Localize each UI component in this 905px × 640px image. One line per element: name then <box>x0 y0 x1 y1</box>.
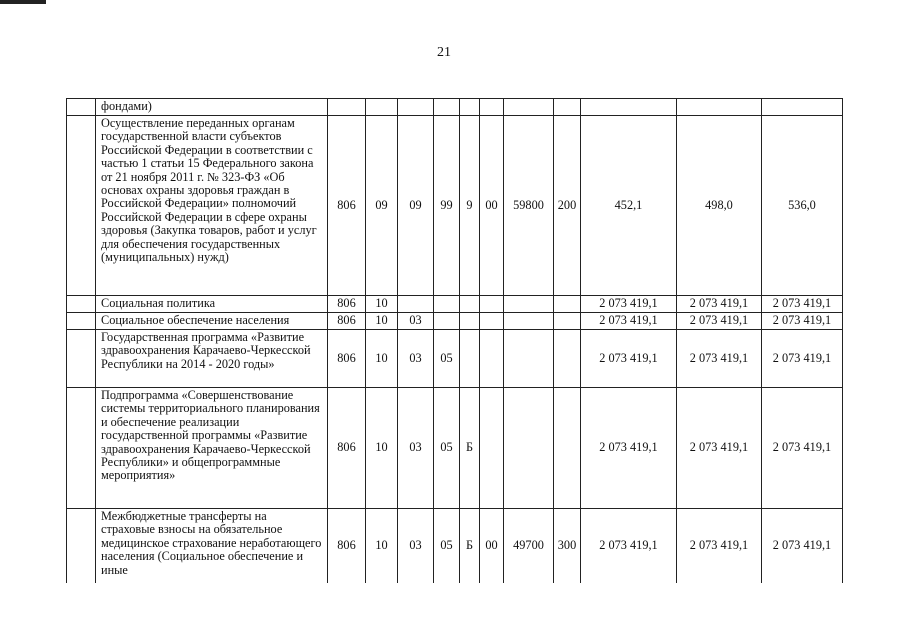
code-cell <box>504 313 554 330</box>
code-cell: 59800 <box>504 116 554 296</box>
code-cell <box>504 330 554 388</box>
year2-amount-cell: 2 073 419,1 <box>677 388 762 509</box>
subsection-cell: 03 <box>398 330 434 388</box>
program-cell: 05 <box>434 388 460 509</box>
year3-amount-cell: 2 073 419,1 <box>762 313 843 330</box>
item-name-cell: Подпрограмма «Совершенствование системы территориального планирования и обеспечение реализации государственной программы «Развитие здравоохранения Карачаево-Черкесской Республики» и общепрограммные мероприятия» <box>96 388 328 509</box>
year2-amount-cell: 498,0 <box>677 116 762 296</box>
direction-cell <box>480 330 504 388</box>
subprogram-cell: Б <box>460 388 480 509</box>
year1-amount-cell: 452,1 <box>581 116 677 296</box>
expense-type-cell <box>554 99 581 116</box>
year2-amount-cell: 2 073 419,1 <box>677 313 762 330</box>
row-number-cell <box>67 99 96 116</box>
table-row <box>67 99 843 116</box>
admin-cell <box>328 99 366 116</box>
program-cell: 99 <box>434 116 460 296</box>
section-cell: 10 <box>366 296 398 313</box>
year3-amount-cell <box>762 99 843 116</box>
table-row <box>67 313 843 330</box>
admin-cell: 806 <box>328 296 366 313</box>
code-cell <box>504 388 554 509</box>
item-name-cell: фондами) <box>96 99 328 116</box>
year1-amount-cell: 2 073 419,1 <box>581 388 677 509</box>
subprogram-cell <box>460 99 480 116</box>
table-row <box>67 388 843 509</box>
subsection-cell: 03 <box>398 509 434 583</box>
code-cell <box>504 99 554 116</box>
direction-cell: 00 <box>480 116 504 296</box>
subprogram-cell <box>460 330 480 388</box>
item-name-cell: Социальное обеспечение населения <box>96 313 328 330</box>
subsection-cell: 03 <box>398 388 434 509</box>
row-number-cell <box>67 296 96 313</box>
section-cell: 10 <box>366 509 398 583</box>
subprogram-cell: 9 <box>460 116 480 296</box>
program-cell <box>434 313 460 330</box>
admin-cell: 806 <box>328 509 366 583</box>
row-number-cell <box>67 509 96 583</box>
subsection-cell <box>398 296 434 313</box>
subsection-cell <box>398 99 434 116</box>
section-cell: 09 <box>366 116 398 296</box>
row-number-cell <box>67 388 96 509</box>
scan-corner-mark <box>0 0 46 4</box>
subprogram-cell <box>460 313 480 330</box>
admin-cell: 806 <box>328 388 366 509</box>
expense-type-cell <box>554 296 581 313</box>
budget-table <box>66 98 843 583</box>
year3-amount-cell: 2 073 419,1 <box>762 330 843 388</box>
section-cell <box>366 99 398 116</box>
admin-cell: 806 <box>328 116 366 296</box>
admin-cell: 806 <box>328 313 366 330</box>
year1-amount-cell: 2 073 419,1 <box>581 313 677 330</box>
year1-amount-cell: 2 073 419,1 <box>581 296 677 313</box>
item-name-cell: Социальная политика <box>96 296 328 313</box>
year2-amount-cell: 2 073 419,1 <box>677 330 762 388</box>
direction-cell <box>480 388 504 509</box>
section-cell: 10 <box>366 313 398 330</box>
table-row <box>67 116 843 296</box>
direction-cell <box>480 99 504 116</box>
expense-type-cell: 300 <box>554 509 581 583</box>
year3-amount-cell: 536,0 <box>762 116 843 296</box>
subprogram-cell: Б <box>460 509 480 583</box>
expense-type-cell <box>554 388 581 509</box>
table-row <box>67 330 843 388</box>
direction-cell <box>480 296 504 313</box>
row-number-cell <box>67 116 96 296</box>
table-row <box>67 296 843 313</box>
year3-amount-cell: 2 073 419,1 <box>762 509 843 583</box>
subsection-cell: 03 <box>398 313 434 330</box>
table-row <box>67 509 843 583</box>
row-number-cell <box>67 313 96 330</box>
year2-amount-cell: 2 073 419,1 <box>677 509 762 583</box>
row-number-cell <box>67 330 96 388</box>
program-cell: 05 <box>434 330 460 388</box>
expense-type-cell <box>554 330 581 388</box>
direction-cell: 00 <box>480 509 504 583</box>
expense-type-cell: 200 <box>554 116 581 296</box>
item-name-cell: Осуществление переданных органам государственной власти субъектов Российской Федерации в соответствии с частью 1 статьи 15 Федерального закона от 21 ноября 2011 г. № 323-ФЗ «Об основах охраны здоровья граждан в Российской Федерации» полномочий Российской Федерации в сфере охраны здоровья (Закупка товаров, работ и услуг для обеспечения государственных (муниципальных) нужд) <box>96 116 328 296</box>
subprogram-cell <box>460 296 480 313</box>
program-cell <box>434 296 460 313</box>
year3-amount-cell: 2 073 419,1 <box>762 296 843 313</box>
admin-cell: 806 <box>328 330 366 388</box>
program-cell: 05 <box>434 509 460 583</box>
year2-amount-cell <box>677 99 762 116</box>
expense-type-cell <box>554 313 581 330</box>
code-cell: 49700 <box>504 509 554 583</box>
direction-cell <box>480 313 504 330</box>
year3-amount-cell: 2 073 419,1 <box>762 388 843 509</box>
year1-amount-cell: 2 073 419,1 <box>581 330 677 388</box>
year1-amount-cell: 2 073 419,1 <box>581 509 677 583</box>
section-cell: 10 <box>366 330 398 388</box>
item-name-cell: Межбюджетные трансферты на страховые взносы на обязательное медицинское страхование неработающего населения (Социальное обеспечение и иные <box>96 509 328 583</box>
code-cell <box>504 296 554 313</box>
section-cell: 10 <box>366 388 398 509</box>
item-name-cell: Государственная программа «Развитие здравоохранения Карачаево-Черкесской Республики на 2014 - 2020 годы» <box>96 330 328 388</box>
year2-amount-cell: 2 073 419,1 <box>677 296 762 313</box>
year1-amount-cell <box>581 99 677 116</box>
program-cell <box>434 99 460 116</box>
subsection-cell: 09 <box>398 116 434 296</box>
page-number: 21 <box>437 45 451 60</box>
